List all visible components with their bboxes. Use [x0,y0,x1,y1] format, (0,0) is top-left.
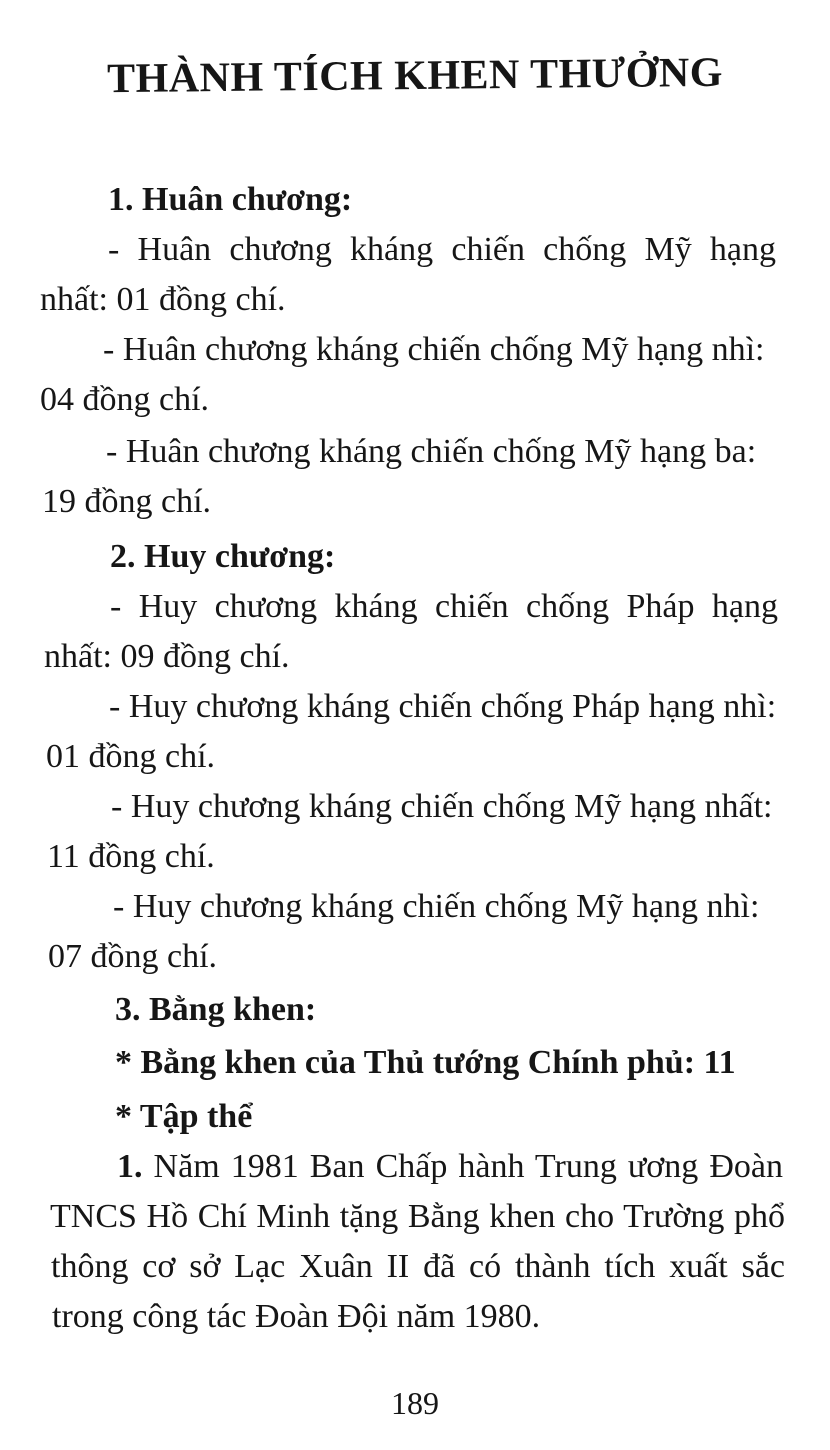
award-line: - Huy chương kháng chiến chống Pháp hạng nhì: [109,688,777,725]
award-line: 07 đồng chí. [48,938,218,975]
page-number: 189 [391,1385,439,1421]
award-line: - Huân chương kháng chiến chống Mỹ hạng nhì: [103,331,765,368]
entry-text: Năm 1981 Ban Chấp hành Trung ương Đoàn [142,1148,783,1185]
entry-line: TNCS Hồ Chí Minh tặng Bằng khen cho Trường phổ [50,1198,785,1235]
award-line: 11 đồng chí. [47,838,215,875]
page-title: THÀNH TÍCH KHEN THƯỞNG [106,49,724,103]
section-heading-bang-khen: 3. Bằng khen: [115,991,317,1028]
award-line: 04 đồng chí. [40,381,210,418]
section-heading-huan-chuong: 1. Huân chương: [108,181,353,218]
entry-number: 1. [117,1148,143,1185]
entry-line: trong công tác Đoàn Đội năm 1980. [52,1298,541,1335]
entry-line [117,1147,783,1187]
group-heading: * Tập thể [115,1098,253,1135]
award-line: 01 đồng chí. [46,738,216,775]
award-line: nhất: 01 đồng chí. [40,281,286,318]
subheading-prime-minister: * Bằng khen của Thủ tướng Chính phủ: 11 [115,1044,736,1081]
award-line: 19 đồng chí. [42,483,212,520]
award-line: nhất: 09 đồng chí. [44,638,290,675]
award-line: - Huân chương kháng chiến chống Mỹ hạng ba: [106,433,757,470]
award-line: - Huân chương kháng chiến chống Mỹ hạng [108,231,776,268]
section-heading-huy-chuong: 2. Huy chương: [110,538,336,575]
award-line: - Huy chương kháng chiến chống Mỹ hạng nhất: [111,788,773,825]
award-line: - Huy chương kháng chiến chống Mỹ hạng nhì: [113,888,760,925]
award-line: - Huy chương kháng chiến chống Pháp hạng [110,588,778,625]
entry-line: thông cơ sở Lạc Xuân II đã có thành tích xuất sắc [51,1248,785,1285]
